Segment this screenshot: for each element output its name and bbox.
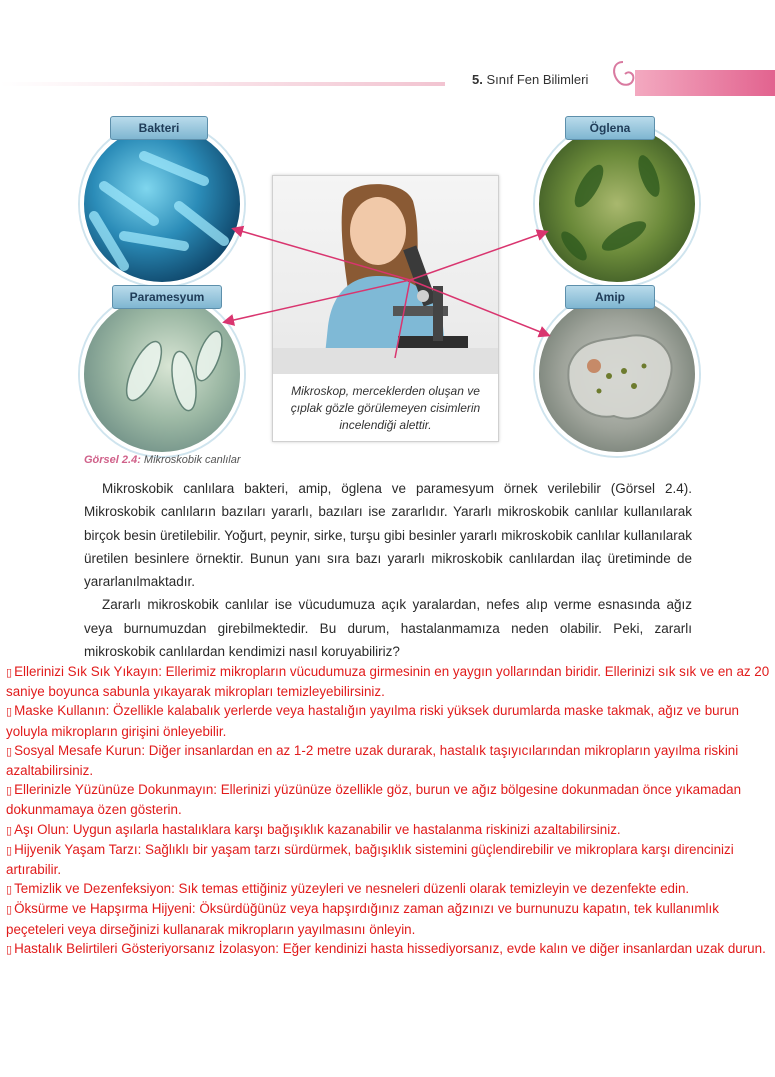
- bacteria-label: Bakteri: [110, 116, 208, 140]
- bullet-box-icon: ▯: [6, 666, 13, 679]
- subject-title: Sınıf Fen Bilimleri: [486, 72, 589, 87]
- arrow-to-paramecium: [225, 280, 410, 322]
- answer-text: Hastalık Belirtileri Gösteriyorsanız İzolasyon: Eğer kendinizi hasta hissediyorsanız, evde kalın ve diğer insanlardan uzak durun.: [14, 940, 766, 956]
- answer-text: Öksürme ve Hapşırma Hijyeni: Öksürdüğünüz veya hapşırdığınız zaman ağzınızı ve burnunuzu kapatın, tek kullanımlık peçeteleri veya dirseğinizi kullanarak mikropların yayılmasını önleyin.: [6, 901, 719, 937]
- answer-text: Temizlik ve Dezenfeksiyon: Sık temas ettiğiniz yüzeyleri ve nesneleri düzenli olarak temizleyin ve dezenfekte edin.: [14, 881, 690, 897]
- arrow-to-eyepiece: [395, 280, 410, 358]
- answer-item: [6, 939, 771, 959]
- figure-caption: [84, 454, 241, 466]
- arrow-to-bacteria: [234, 229, 410, 280]
- unit-number: 5.: [472, 72, 483, 87]
- answer-item: [6, 741, 771, 780]
- paramecium-label: Paramesyum: [112, 285, 222, 309]
- answer-list: [6, 662, 771, 959]
- euglena-label: Öglena: [565, 116, 655, 140]
- figure-caption-label: Görsel 2.4:: [84, 454, 141, 466]
- arrow-to-amoeba: [410, 280, 548, 335]
- bullet-box-icon: ▯: [6, 883, 13, 897]
- figure-arrows: [0, 0, 775, 500]
- photo-caption: Mikroskop, merceklerden oluşan ve çıplak gözle görülemeyen cisimlerin incelendiği alettir.: [290, 384, 481, 432]
- answer-text: Aşı Olun: Uygun aşılarla hastalıklara karşı bağışıklık kazanabilir ve hastalanma riskinizi azaltabilirsiniz.: [14, 821, 621, 837]
- answer-text: Ellerinizi Sık Sık Yıkayın: Ellerimiz mikropların vücudumuza girmesinin en yaygın yollarından biridir. Ellerinizi sık sık ve en az 20 saniye boyunca sabunla yıkayarak mikropları temizleyebilirsiniz.: [6, 664, 770, 700]
- answer-item: [6, 899, 771, 938]
- answer-item: [6, 662, 771, 701]
- bullet-box-icon: ▯: [6, 784, 13, 798]
- bullet-box-icon: ▯: [6, 843, 13, 857]
- answer-item: [6, 780, 771, 819]
- body-paragraph-2: Zararlı mikroskobik canlılar ise vücudumuza açık yaralardan, nefes alıp verme esnasında ağız veya burnumuzdan girebilmektedir. Bu durum, hastalanmamıza neden olabilir. Peki, zararlı mikroskobik canlılardan kendimizi nasıl koruyabiliriz?: [84, 597, 692, 660]
- bullet-box-icon: ▯: [6, 823, 13, 837]
- answer-text: Hijyenik Yaşam Tarzı: Sağlıklı bir yaşam tarzı sürdürmek, bağışıklık sistemini güçlendirebilir ve mikroplara karşı direncinizi artırabilir.: [6, 841, 734, 878]
- body-text: [84, 477, 692, 663]
- figure-caption-text: Mikroskobik canlılar: [143, 454, 241, 466]
- bullet-box-icon: ▯: [6, 903, 13, 917]
- bullet-box-icon: ▯: [6, 705, 13, 719]
- arrow-to-euglena: [410, 232, 546, 280]
- amoeba-label: Amip: [565, 285, 655, 309]
- bullet-box-icon: ▯: [6, 942, 13, 956]
- answer-item: [6, 840, 771, 879]
- answer-text: Sosyal Mesafe Kurun: Diğer insanlardan en az 1-2 metre uzak durarak, hastalık taşıyıcılarından mikropların yayılma riskini azaltabilirsiniz.: [6, 742, 739, 779]
- body-paragraph-1: Mikroskobik canlılara bakteri, amip, öglena ve paramesyum örnek verilebilir (Görsel 2.4). Mikroskobik canlıların bazıları yararlı, bazıları ise zararlıdır. Yararlı mikroskobik canlılar kullanılarak birçok besin üretilebilir. Yoğurt, peynir, sirke, turşu gibi besinler yararlı mikroskobik canlılar kullanılarak üretilen besinlere örnektir. Bunun yanı sıra bazı yararlı mikroskobik canlılardan ilaç üretiminde de yararlanılmaktadır.: [84, 481, 692, 590]
- answer-text: Maske Kullanın: Özellikle kalabalık yerlerde veya hastalığın yayılma riski yüksek durumlarda maske takmak, ağız ve burun yoluyla mikropların girişini önleyebilir.: [6, 703, 739, 739]
- bullet-box-icon: ▯: [6, 744, 13, 758]
- answer-item: [6, 820, 771, 840]
- answer-item: [6, 701, 771, 740]
- answer-text: Ellerinizle Yüzünüze Dokunmayın: Ellerinizi yüzünüze özellikle göz, burun ve ağız bölgesine dokunmadan önce yıkamadan dokunmamaya özen gösterin.: [6, 782, 742, 818]
- answer-item: [6, 879, 771, 899]
